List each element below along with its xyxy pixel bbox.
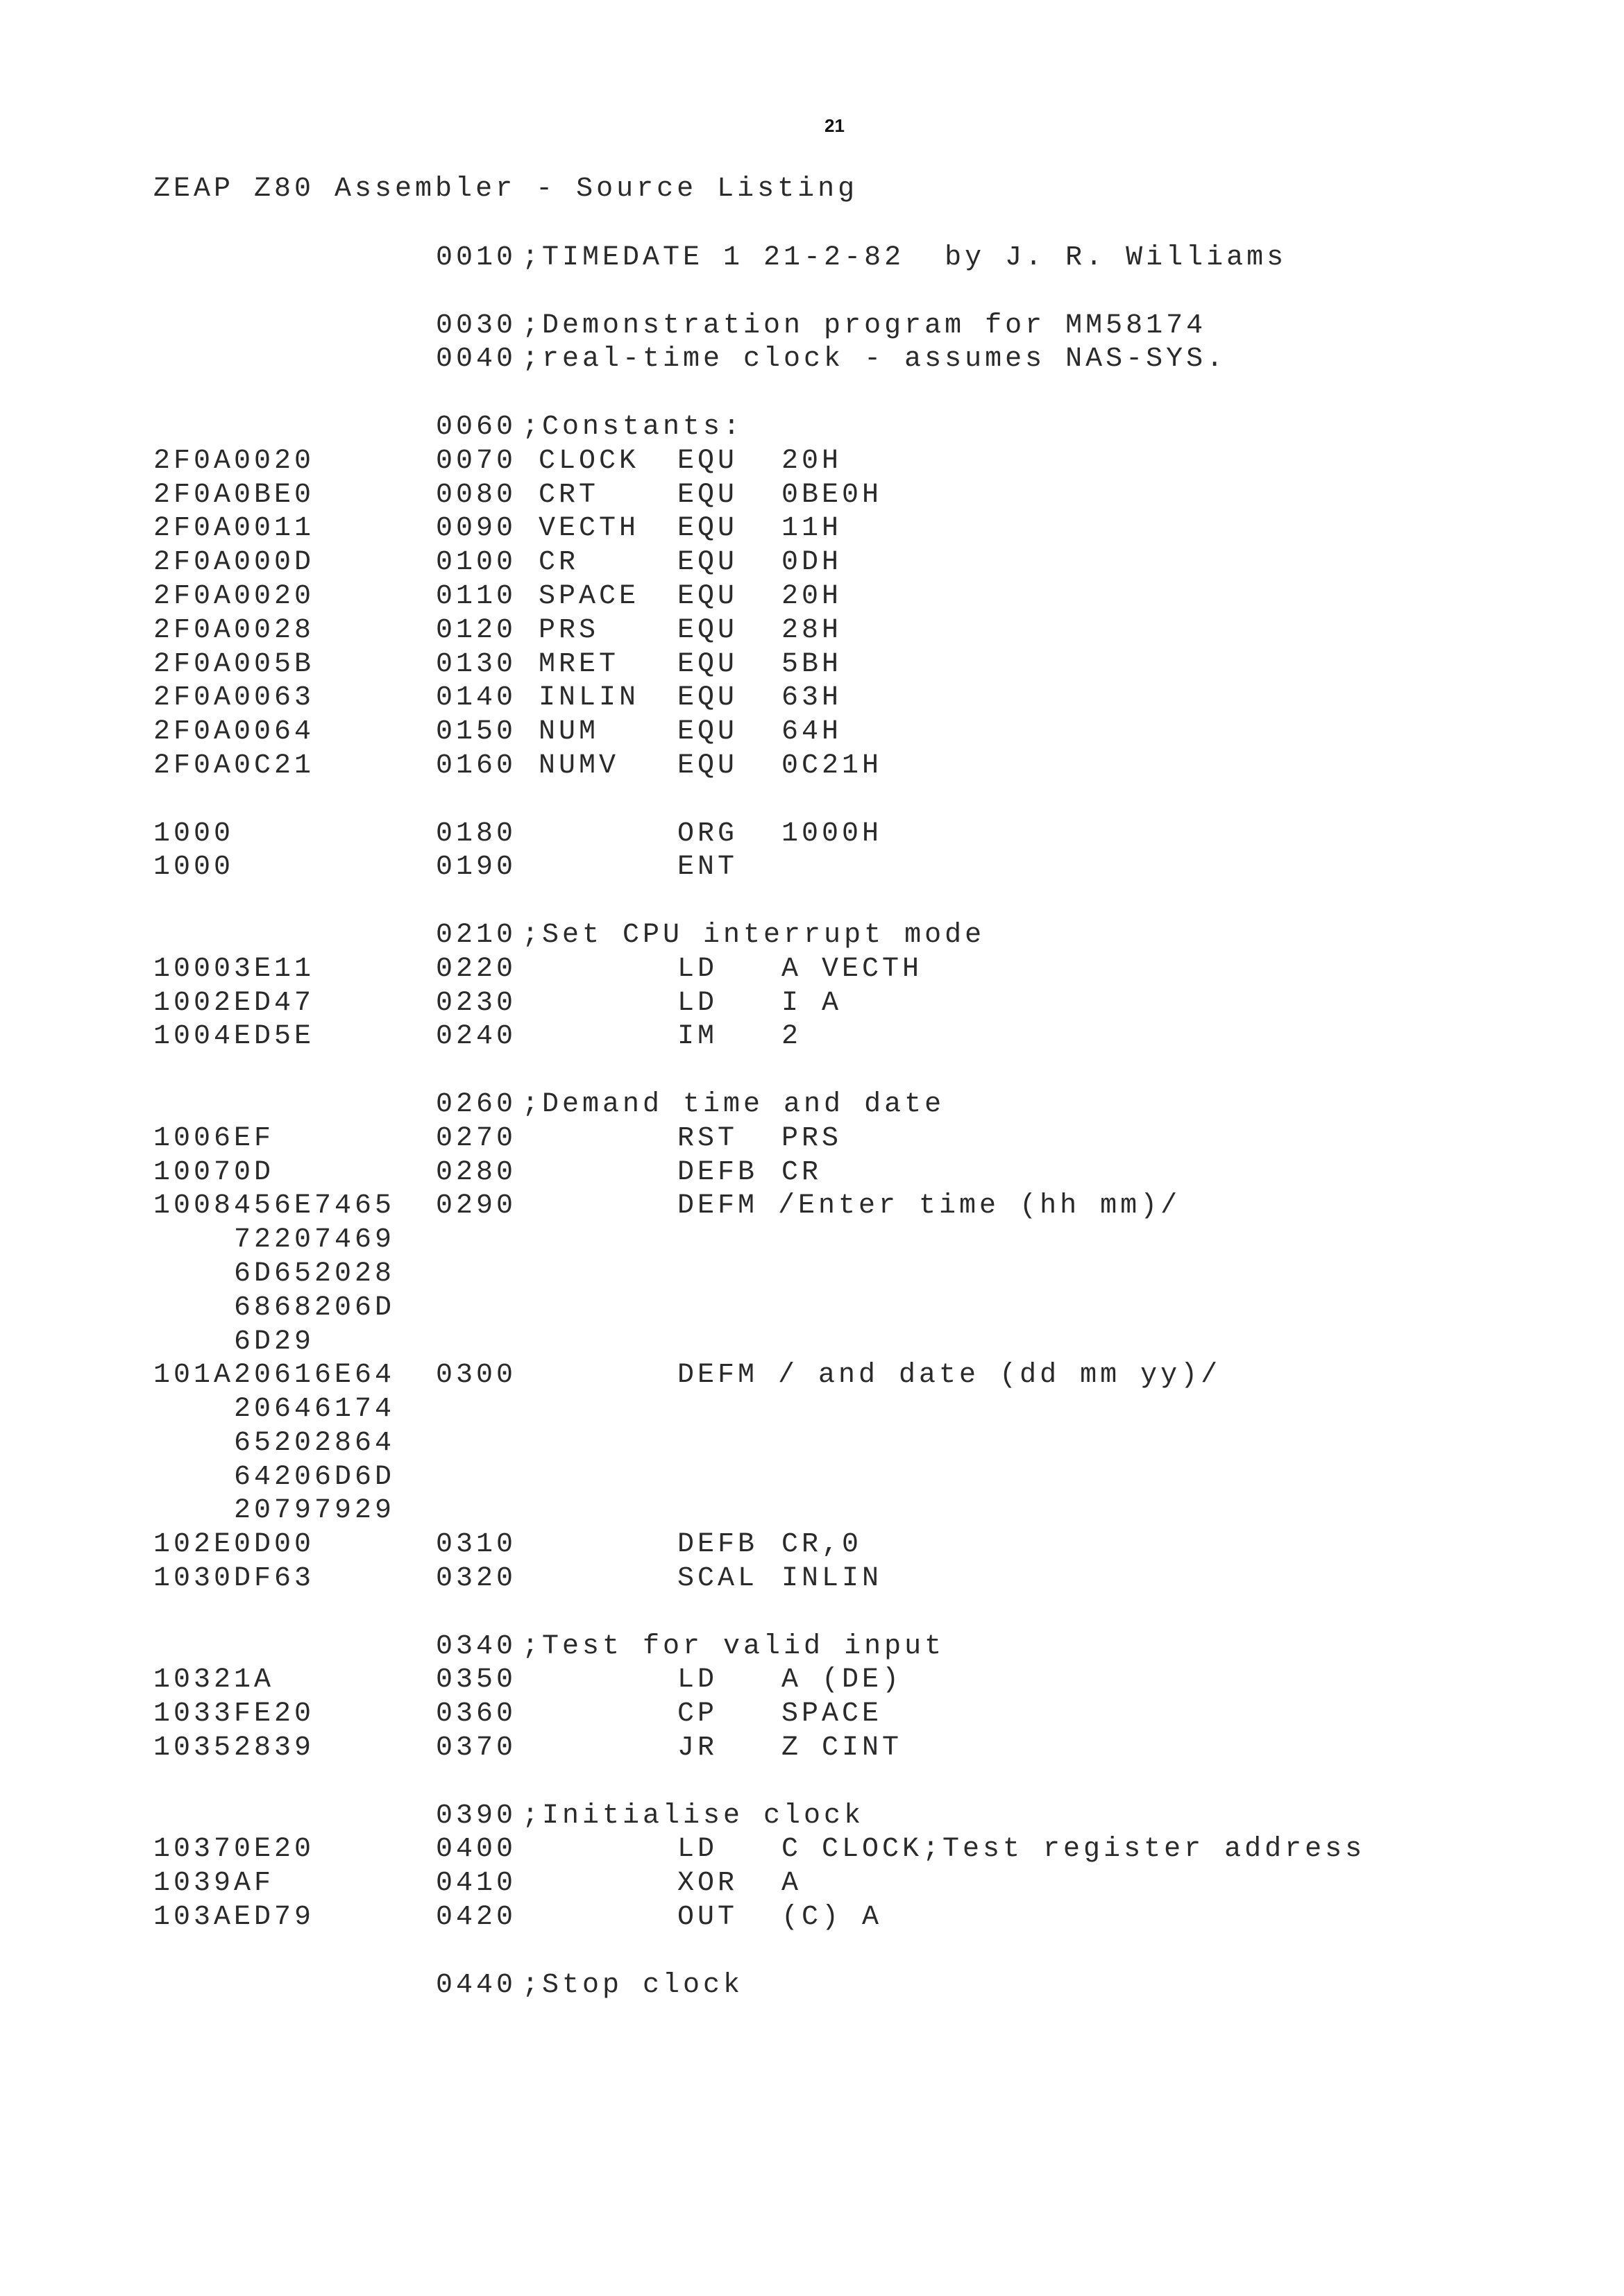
listing-line (0, 682, 1624, 716)
listing-line (0, 1970, 1624, 2004)
listing-line (0, 1394, 1624, 1428)
listing-op: RST (677, 1122, 738, 1154)
listing-op: JR (677, 1732, 718, 1764)
listing-addr: 1032 (153, 1664, 235, 1696)
listing-code: 0BE0 (234, 479, 315, 511)
listing-line (0, 954, 1624, 988)
listing-op: XOR (677, 1868, 738, 1900)
listing-label: CRT (539, 479, 600, 511)
listing-operand: CR (781, 1156, 822, 1188)
listing-line: 0260 (436, 1088, 517, 1120)
listing-code: ED47 (234, 987, 315, 1019)
listing-line (0, 581, 1624, 615)
listing-operand: 0BE0H (781, 479, 883, 511)
listing-code: 456E7465 (234, 1190, 396, 1222)
listing-addr: 2F0A (153, 479, 235, 511)
listing-line: 0070 (436, 445, 517, 477)
listing-line: 0280 (436, 1156, 517, 1188)
listing-line (0, 615, 1624, 649)
listing-line (0, 1529, 1624, 1563)
listing-addr: 1007 (153, 1156, 235, 1188)
listing-addr: 1000 (153, 818, 235, 850)
listing-line (0, 1360, 1624, 1394)
listing-code: 0063 (234, 682, 315, 714)
listing-label: NUMV (539, 750, 620, 782)
listing-comment: ;Constants: (522, 411, 744, 443)
listing-addr: 1000 (153, 852, 235, 884)
listing-line: 0100 (436, 547, 517, 579)
listing-addr: 1030 (153, 1563, 235, 1595)
listing-code: 0028 (234, 614, 315, 646)
listing-line (0, 649, 1624, 683)
listing-line (0, 1495, 1624, 1529)
listing-op: IM (677, 1021, 718, 1053)
listing-code: 6D652028 (234, 1258, 396, 1290)
listing-line: 0190 (436, 852, 517, 884)
listing-line (0, 1664, 1624, 1698)
listing-line (0, 1428, 1624, 1462)
source-listing (0, 242, 1624, 2003)
page-number: 21 (824, 115, 845, 136)
listing-code: 20797929 (234, 1495, 396, 1527)
listing-line: 0300 (436, 1360, 517, 1392)
listing-line: 0080 (436, 479, 517, 511)
listing-line (0, 547, 1624, 581)
blank-line (0, 1936, 1624, 1970)
listing-line: 0440 (436, 1969, 517, 2001)
listing-line (0, 310, 1624, 344)
listing-op: OUT (677, 1902, 738, 1934)
listing-line (0, 513, 1624, 547)
listing-line (0, 1732, 1624, 1766)
listing-line: 0320 (436, 1563, 517, 1595)
listing-line (0, 988, 1624, 1022)
listing-code: 0C21 (234, 750, 315, 782)
listing-line (0, 1631, 1624, 1665)
listing-title: ZEAP Z80 Assembler - Source Listing (153, 174, 858, 205)
listing-code: 3E11 (234, 953, 315, 985)
listing-line: 0150 (436, 716, 517, 748)
listing-addr: 2F0A (153, 716, 235, 748)
listing-line (0, 852, 1624, 886)
listing-line: 0140 (436, 682, 517, 714)
listing-line (0, 1224, 1624, 1258)
listing-line (0, 1462, 1624, 1496)
listing-op: EQU (677, 445, 738, 477)
listing-line (0, 1563, 1624, 1597)
listing-line (0, 750, 1624, 784)
listing-code: 65202864 (234, 1427, 396, 1459)
listing-op: DEFM /Enter time (hh mm)/ (677, 1190, 1181, 1222)
blank-line (0, 784, 1624, 818)
listing-addr: 1039 (153, 1868, 235, 1900)
listing-addr: 1035 (153, 1732, 235, 1764)
blank-line (0, 1055, 1624, 1089)
listing-code: 0D (234, 1156, 275, 1188)
listing-label: NUM (539, 716, 600, 748)
listing-line (0, 1021, 1624, 1055)
listing-addr: 2F0A (153, 547, 235, 579)
listing-addr: 102E (153, 1529, 235, 1561)
listing-operand: C CLOCK;Test register address (781, 1834, 1366, 1866)
listing-line: 0040 (436, 344, 517, 375)
listing-operand: 1000H (781, 818, 883, 850)
listing-operand: 2 (781, 1021, 802, 1053)
listing-operand: (C) A (781, 1902, 883, 1934)
listing-operand: A (781, 1868, 802, 1900)
listing-code: 6D29 (234, 1326, 315, 1358)
listing-code: 0064 (234, 716, 315, 748)
listing-line (0, 446, 1624, 480)
blank-line (0, 886, 1624, 920)
listing-op: EQU (677, 479, 738, 511)
blank-line (0, 378, 1624, 412)
listing-line (0, 1902, 1624, 1936)
listing-line: 0120 (436, 614, 517, 646)
listing-code: 20616E64 (234, 1360, 396, 1392)
listing-addr: 2F0A (153, 580, 235, 612)
listing-line: 0410 (436, 1868, 517, 1900)
listing-code: 000D (234, 547, 315, 579)
listing-code: 64206D6D (234, 1461, 396, 1493)
listing-line: 0340 (436, 1630, 517, 1662)
listing-op: EQU (677, 580, 738, 612)
listing-addr: 1033 (153, 1698, 235, 1730)
listing-operand: A VECTH (781, 953, 923, 985)
listing-op: ENT (677, 852, 738, 884)
listing-comment: ;Set CPU interrupt mode (522, 919, 986, 951)
listing-line: 0270 (436, 1122, 517, 1154)
listing-op: LD (677, 987, 718, 1019)
listing-comment: ;Stop clock (522, 1969, 744, 2001)
listing-op: ORG (677, 818, 738, 850)
listing-label: CR (539, 547, 580, 579)
listing-line: 0350 (436, 1664, 517, 1696)
listing-line (0, 716, 1624, 750)
listing-code: 0011 (234, 513, 315, 545)
listing-comment: ;real-time clock - assumes NAS-SYS. (522, 344, 1227, 375)
listing-op: EQU (677, 547, 738, 579)
listing-line: 0370 (436, 1732, 517, 1764)
listing-op: EQU (677, 750, 738, 782)
blank-line (0, 276, 1624, 310)
listing-operand: INLIN (781, 1563, 883, 1595)
listing-line (0, 1157, 1624, 1191)
listing-label: PRS (539, 614, 600, 646)
listing-line (0, 242, 1624, 276)
listing-op: LD (677, 1834, 718, 1866)
listing-addr: 2F0A (153, 648, 235, 680)
listing-addr: 2F0A (153, 682, 235, 714)
listing-addr: 2F0A (153, 445, 235, 477)
listing-operand: CR,0 (781, 1529, 863, 1561)
listing-line: 0310 (436, 1529, 517, 1561)
listing-addr: 1004 (153, 1021, 235, 1053)
listing-line (0, 1089, 1624, 1123)
listing-code: 0020 (234, 445, 315, 477)
listing-op: EQU (677, 513, 738, 545)
listing-code: 0E20 (234, 1834, 315, 1866)
listing-op: EQU (677, 682, 738, 714)
listing-code: AF (234, 1868, 275, 1900)
listing-line: 0390 (436, 1800, 517, 1832)
listing-op: CP (677, 1698, 718, 1730)
listing-line: 0420 (436, 1902, 517, 1934)
listing-addr: 2F0A (153, 750, 235, 782)
listing-line (0, 1698, 1624, 1732)
listing-line: 0210 (436, 919, 517, 951)
listing-line: 0360 (436, 1698, 517, 1730)
listing-code: DF63 (234, 1563, 315, 1595)
listing-op: EQU (677, 716, 738, 748)
listing-addr: 1008 (153, 1190, 235, 1222)
listing-addr: 103A (153, 1902, 235, 1934)
listing-addr: 2F0A (153, 614, 235, 646)
listing-operand: PRS (781, 1122, 843, 1154)
listing-line (0, 1292, 1624, 1326)
listing-op: DEFM / and date (dd mm yy)/ (677, 1360, 1221, 1392)
listing-code: EF (234, 1122, 275, 1154)
listing-comment: ;Demand time and date (522, 1088, 945, 1120)
listing-operand: I A (781, 987, 843, 1019)
listing-line: 0240 (436, 1021, 517, 1053)
listing-op: SCAL (677, 1563, 759, 1595)
listing-operand: 0C21H (781, 750, 883, 782)
listing-addr: 1037 (153, 1834, 235, 1866)
listing-line: 0400 (436, 1834, 517, 1866)
listing-line (0, 1190, 1624, 1224)
listing-line: 0130 (436, 648, 517, 680)
listing-comment: ;Demonstration program for MM58174 (522, 310, 1207, 341)
listing-operand: 28H (781, 614, 843, 646)
listing-label: VECTH (539, 513, 640, 545)
listing-line: 0030 (436, 310, 517, 341)
listing-comment: ;Initialise clock (522, 1800, 865, 1832)
listing-addr: 2F0A (153, 513, 235, 545)
listing-line: 0220 (436, 953, 517, 985)
listing-op: LD (677, 953, 718, 985)
listing-op: DEFB (677, 1156, 759, 1188)
listing-operand: 20H (781, 445, 843, 477)
listing-operand: 0DH (781, 547, 843, 579)
listing-line (0, 920, 1624, 954)
listing-label: INLIN (539, 682, 640, 714)
listing-operand: A (DE) (781, 1664, 903, 1696)
listing-line (0, 1834, 1624, 1868)
listing-line: 0090 (436, 513, 517, 545)
listing-label: MRET (539, 648, 620, 680)
listing-code: 0D00 (234, 1529, 315, 1561)
listing-code: 20646174 (234, 1394, 396, 1426)
listing-op: EQU (677, 648, 738, 680)
listing-line: 0180 (436, 818, 517, 850)
listing-operand: SPACE (781, 1698, 883, 1730)
listing-line (0, 1326, 1624, 1360)
listing-line: 0290 (436, 1190, 517, 1222)
listing-comment: ;TIMEDATE 1 21-2-82 by J. R. Williams (522, 242, 1287, 273)
listing-addr: 1000 (153, 953, 235, 985)
listing-line (0, 1800, 1624, 1834)
listing-addr: 1002 (153, 987, 235, 1019)
listing-line (0, 1258, 1624, 1292)
blank-line (0, 1766, 1624, 1800)
listing-line (0, 1868, 1624, 1902)
listing-code: 005B (234, 648, 315, 680)
listing-comment: ;Test for valid input (522, 1630, 945, 1662)
listing-line: 0060 (436, 411, 517, 443)
listing-line (0, 344, 1624, 378)
blank-line (0, 1597, 1624, 1631)
listing-addr: 1006 (153, 1122, 235, 1154)
listing-operand: Z CINT (781, 1732, 903, 1764)
listing-code: 0020 (234, 580, 315, 612)
listing-line (0, 412, 1624, 446)
listing-label: CLOCK (539, 445, 640, 477)
listing-line: 0160 (436, 750, 517, 782)
listing-code: 6868206D (234, 1292, 396, 1324)
listing-operand: 20H (781, 580, 843, 612)
listing-operand: 64H (781, 716, 843, 748)
listing-code: ED5E (234, 1021, 315, 1053)
listing-code: 2839 (234, 1732, 315, 1764)
listing-line: 0010 (436, 242, 517, 273)
listing-addr: 101A (153, 1360, 235, 1392)
listing-op: LD (677, 1664, 718, 1696)
listing-op: DEFB (677, 1529, 759, 1561)
listing-code: 1A (234, 1664, 275, 1696)
listing-line: 0110 (436, 580, 517, 612)
listing-line (0, 1123, 1624, 1157)
listing-operand: 63H (781, 682, 843, 714)
listing-code: 72207469 (234, 1224, 396, 1256)
listing-operand: 11H (781, 513, 843, 545)
listing-operand: 5BH (781, 648, 843, 680)
listing-line (0, 818, 1624, 852)
listing-line (0, 480, 1624, 514)
listing-line: 0230 (436, 987, 517, 1019)
listing-op: EQU (677, 614, 738, 646)
listing-code: ED79 (234, 1902, 315, 1934)
listing-code: FE20 (234, 1698, 315, 1730)
listing-label: SPACE (539, 580, 640, 612)
